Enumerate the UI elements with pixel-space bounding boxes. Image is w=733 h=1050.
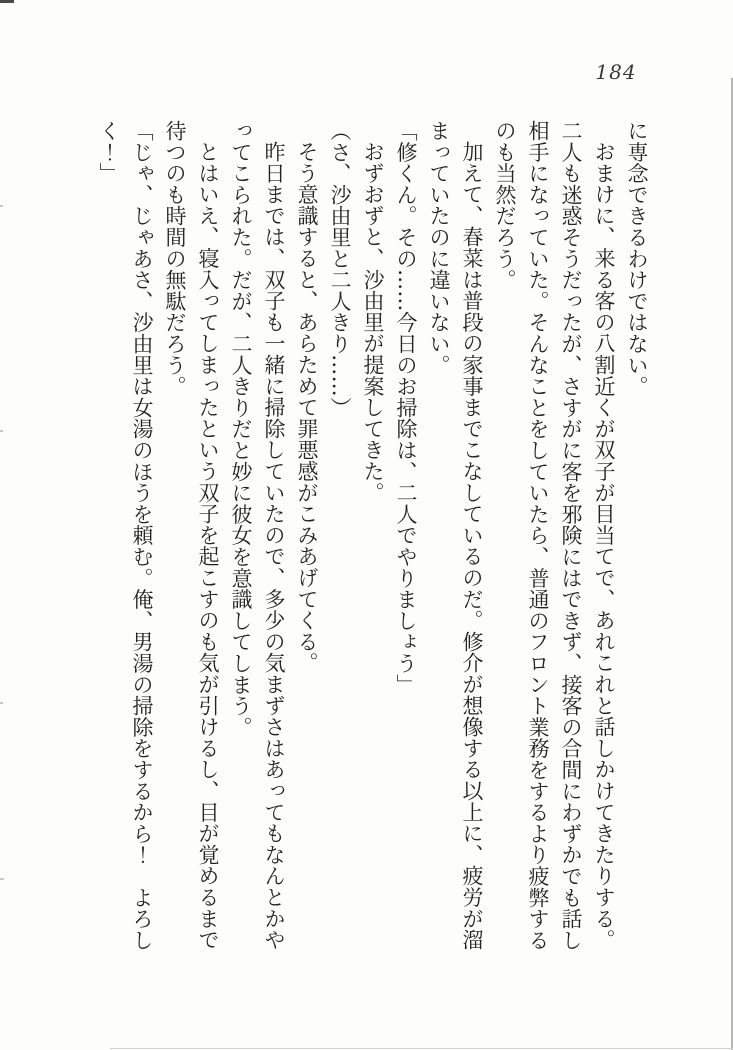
scan-speckle: [0, 702, 3, 704]
scan-speckle: [0, 205, 3, 207]
paragraph: 加えて、春菜は普段の家事までこなしているのだ。修介が想像する以上に、疲労が溜まっていたのに違いない。: [427, 120, 484, 951]
paragraph: おずおずと、沙由里が提案してきた。: [361, 141, 385, 504]
scan-speckle: [0, 430, 3, 432]
paragraph: （さ、沙由里と二人きり……）: [328, 120, 352, 419]
scan-artifact-top-left: [0, 0, 14, 3]
paragraph: 「修くん。その……今日のお掃除は、二人でやりましょう」: [394, 120, 418, 696]
page-number: 184: [595, 60, 637, 84]
page-edge-line-bottom: [110, 1048, 733, 1049]
body-text: [89, 120, 653, 952]
paragraph: おまけに、来る客の八割近くが双子が目当てで、あれこれと話しかけてきたりする。二人も迷惑そうだったが、さすがに客を邪険にはできず、接客の合間にわずかでも話し相手になっていた。そんなことをしていたら、普通のフロント業務をするより疲弊するのも当然だろう。: [493, 120, 616, 951]
paragraph: 昨日までは、双子も一緒に掃除していたので、多少の気まずさはあってもなんとかやってこられた。だが、二人きりだと妙に彼女を意識してしまう。: [229, 120, 286, 951]
paragraph: とはいえ、寝入ってしまったという双子を起こすのも気が引けるし、目が覚めるまで待つのも時間の無駄だろう。: [163, 120, 220, 951]
paragraph: 「じゃ、じゃあさ、沙由里は女湯のほうを頼む。俺、男湯の掃除をするから！ よろしく！」: [97, 120, 154, 951]
paragraph: に専念できるわけではない。: [625, 120, 649, 397]
scan-speckle: [0, 878, 4, 880]
paragraph: そう意識すると、あらためて罪悪感がこみあげてくる。: [295, 141, 319, 674]
